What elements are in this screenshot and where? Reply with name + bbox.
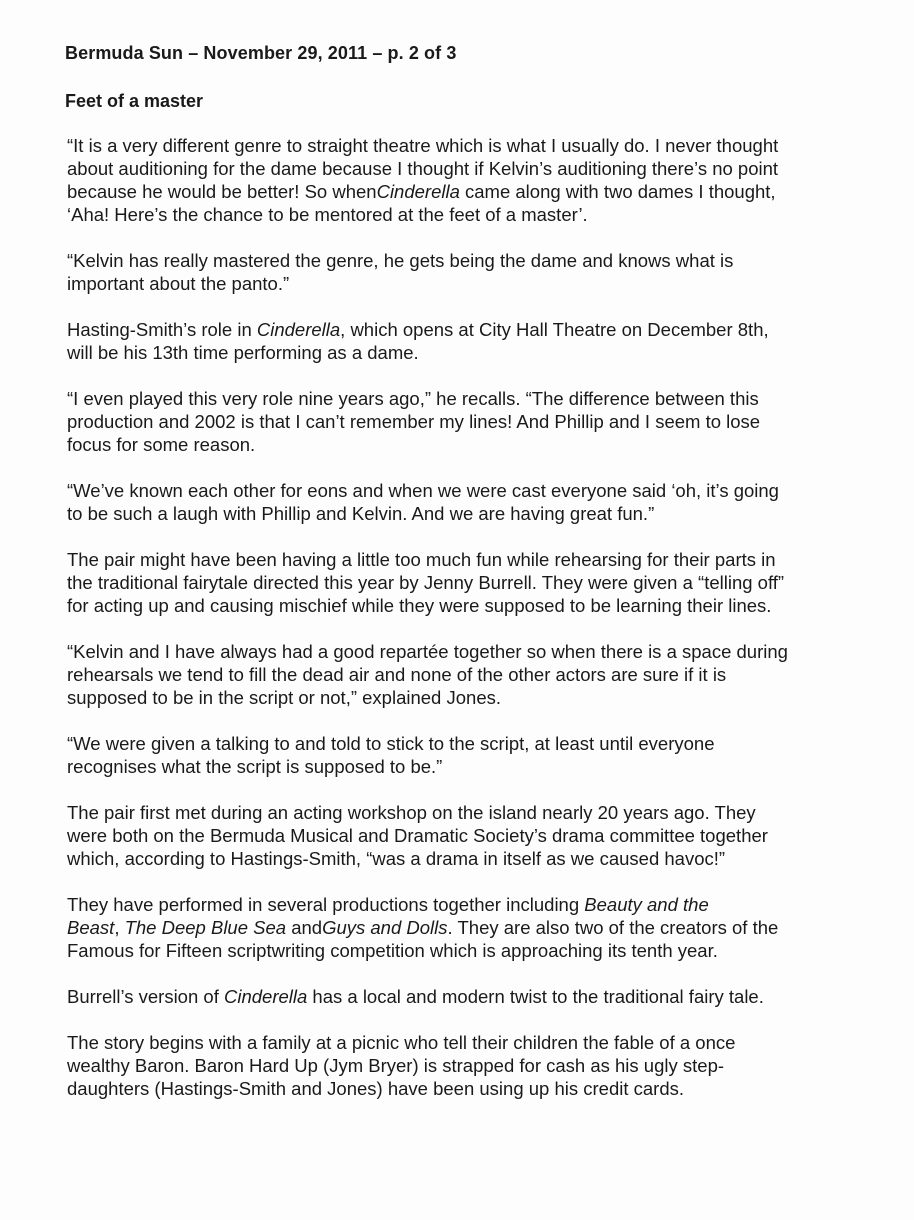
text-run: because he would be better! So when — [67, 181, 377, 202]
article-paragraph — [67, 985, 867, 1008]
text-line — [67, 594, 867, 617]
text-run: , — [114, 917, 125, 938]
text-line — [67, 1031, 867, 1054]
text-run: were both on the Bermuda Musical and Dramatic Society’s drama committee together — [67, 825, 768, 846]
article-paragraph — [67, 1031, 867, 1100]
text-run: They have performed in several productions together including — [67, 894, 585, 915]
text-line — [67, 387, 867, 410]
text-run: Burrell’s version of — [67, 986, 224, 1007]
text-line — [67, 663, 867, 686]
text-run: has a local and modern twist to the traditional fairy tale. — [307, 986, 764, 1007]
italic-title: Cinderella — [376, 181, 460, 202]
text-line — [67, 203, 867, 226]
text-run: “Kelvin has really mastered the genre, he gets being the dame and knows what is — [67, 250, 734, 271]
text-line — [67, 157, 867, 180]
article-paragraph — [67, 249, 867, 295]
text-line — [67, 249, 867, 272]
text-run: rehearsals we tend to fill the dead air and none of the other actors are sure if it is — [67, 664, 727, 685]
article-subheading: Feet of a master — [65, 91, 204, 111]
text-line — [67, 732, 867, 755]
text-line — [67, 1054, 867, 1077]
italic-title: Cinderella — [256, 319, 341, 340]
text-run: Hasting-Smith’s role in — [67, 319, 257, 340]
text-run: wealthy Baron. Baron Hard Up (Jym Bryer) is strapped for cash as his ugly step- — [67, 1055, 725, 1076]
text-run: , which opens at City Hall Theatre on December 8th, — [340, 319, 769, 340]
text-run: to be such a laugh with Phillip and Kelvin. And we are having great fun.” — [67, 503, 655, 524]
text-line — [67, 433, 867, 456]
text-run: “We were given a talking to and told to stick to the script, at least until everyone — [67, 733, 715, 754]
text-run: recognises what the script is supposed to be.” — [67, 756, 443, 777]
text-line — [67, 548, 867, 571]
text-run: the traditional fairytale directed this year by Jenny Burrell. They were given a “telling off” — [67, 572, 785, 593]
text-run: production and 2002 is that I can’t remember my lines! And Phillip and I seem to lose — [67, 411, 761, 432]
text-run: which, according to Hastings-Smith, “was a drama in itself as we caused havoc!” — [67, 848, 726, 869]
text-run: “I even played this very role nine years ago,” he recalls. “The difference between this — [67, 388, 759, 409]
text-run: The story begins with a family at a picnic who tell their children the fable of a once — [67, 1032, 736, 1053]
text-run: and — [286, 917, 323, 938]
text-run: Famous for Fifteen scriptwriting competition which is approaching its tenth year. — [67, 940, 718, 961]
italic-title: Guys and Dolls — [322, 917, 448, 938]
page-header: Bermuda Sun – November 29, 2011 – p. 2 of 3 — [65, 43, 457, 63]
article-paragraph — [67, 732, 867, 778]
text-line — [67, 341, 867, 364]
text-run: “We’ve known each other for eons and when we were cast everyone said ‘oh, it’s going — [67, 480, 779, 501]
text-line — [67, 134, 867, 157]
article-paragraph — [67, 640, 867, 709]
text-line — [67, 755, 867, 778]
text-run: “Kelvin and I have always had a good repartée together so when there is a space during — [67, 641, 788, 662]
text-run: . They are also two of the creators of the — [447, 917, 779, 938]
text-line — [67, 847, 867, 870]
italic-title: Beast — [67, 917, 115, 938]
text-run: important about the panto.” — [67, 273, 290, 294]
text-run: will be his 13th time performing as a dame. — [67, 342, 419, 363]
text-line — [67, 272, 867, 295]
text-line — [67, 502, 867, 525]
article-paragraph — [67, 801, 867, 870]
text-line — [67, 824, 867, 847]
italic-title: Cinderella — [223, 986, 308, 1007]
text-line — [67, 985, 867, 1008]
text-run: for acting up and causing mischief while they were supposed to be learning their lines. — [67, 595, 772, 616]
article-paragraph — [67, 893, 867, 962]
italic-title: Beauty and the — [584, 894, 709, 915]
text-line — [67, 801, 867, 824]
article-paragraph — [67, 134, 867, 226]
article-paragraph — [67, 548, 867, 617]
text-line — [67, 640, 867, 663]
text-line — [67, 893, 867, 916]
text-line — [67, 686, 867, 709]
text-run: ‘Aha! Here’s the chance to be mentored at the feet of a master’. — [67, 204, 588, 225]
text-line — [67, 916, 867, 939]
text-line — [67, 939, 867, 962]
text-run: about auditioning for the dame because I thought if Kelvin’s auditioning there’s no point — [67, 158, 779, 179]
text-line — [67, 318, 867, 341]
text-run: The pair might have been having a little too much fun while rehearsing for their parts in — [67, 549, 776, 570]
text-line — [67, 571, 867, 594]
text-run: supposed to be in the script or not,” explained Jones. — [67, 687, 501, 708]
text-run: daughters (Hastings-Smith and Jones) have been using up his credit cards. — [67, 1078, 685, 1099]
text-line — [67, 180, 867, 203]
text-run: The pair first met during an acting workshop on the island nearly 20 years ago. They — [67, 802, 756, 823]
italic-title: The Deep Blue Sea — [124, 917, 287, 938]
text-line — [67, 479, 867, 502]
text-run: came along with two dames I thought, — [459, 181, 776, 202]
article-body — [67, 134, 867, 1123]
text-run: focus for some reason. — [67, 434, 256, 455]
text-line — [67, 1077, 867, 1100]
text-line — [67, 410, 867, 433]
article-paragraph — [67, 318, 867, 364]
article-paragraph — [67, 479, 867, 525]
text-run: “It is a very different genre to straight theatre which is what I usually do. I never thought — [67, 135, 779, 156]
article-paragraph — [67, 387, 867, 456]
